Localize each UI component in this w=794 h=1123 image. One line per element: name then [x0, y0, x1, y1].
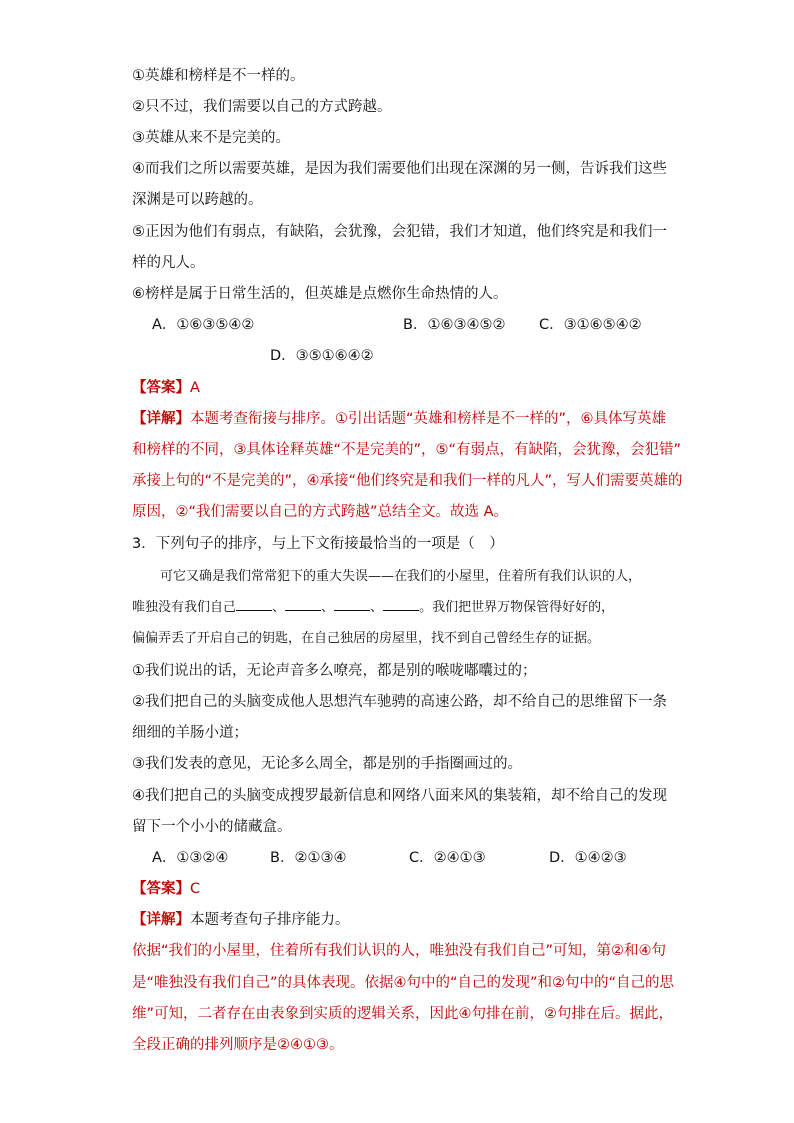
q3-passage-line-3: 偏偏弄丢了开启自己的钥匙，在自己独居的房屋里，找不到自己曾经生存的证据。	[132, 631, 601, 646]
q2-option-d: D．③⑤①⑥④②	[270, 348, 374, 364]
detail-text: 本题考查衔接与排序。①引出话题“英雄和榜样是不一样的”，⑥具体写英雄	[190, 411, 667, 427]
q3-sentence-4a: ④我们把自己的头脑变成搜罗最新信息和网络八面来风的集装箱，却不给自己的发现	[132, 788, 667, 804]
q2-sentence-2: ②只不过，我们需要以自己的方式跨越。	[132, 99, 392, 115]
q3-sentence-1: ①我们说出的话，无论声音多么嘹亮，都是别的喉咙嘟囔过的；	[132, 663, 537, 679]
q3-passage-line-1: 可它又确是我们常常犯下的重大失误——在我们的小屋里，住着所有我们认识的人，	[160, 569, 642, 584]
separator: 、	[272, 600, 286, 615]
separator: 、	[321, 600, 335, 615]
passage-text-b: 。我们把世界万物保管得好好的，	[419, 600, 615, 615]
q3-title: 3．下列句子的排序，与上下文衔接最恰当的一项是（ ）	[132, 536, 504, 552]
answer-value: C	[190, 881, 201, 897]
q3-option-d: D．①④②③	[549, 850, 627, 866]
q3-sentence-4b: 留下一个小小的储藏盒。	[132, 819, 292, 835]
q2-detail-line-3: 承接上句的“不是完美的”，④承接“他们终究是和我们一样的凡人”，写人们需要英雄的	[132, 473, 683, 489]
q3-option-c: C．②④①③	[409, 850, 486, 866]
detail-tag: 【详解】	[132, 411, 190, 427]
q2-sentence-3: ③英雄从来不是完美的。	[132, 130, 290, 146]
blank-4	[383, 598, 419, 611]
q2-sentence-6: ⑥榜样是属于日常生活的，但英雄是点燃你生命热情的人。	[132, 286, 508, 302]
q2-sentence-5a: ⑤正因为他们有弱点，有缺陷，会犹豫，会犯错，我们才知道，他们终究是和我们一	[132, 224, 667, 240]
q2-sentence-1: ①英雄和榜样是不一样的。	[132, 68, 305, 84]
q3-option-b: B．②①③④	[270, 850, 347, 866]
q3-detail-line-2: 是“唯独没有我们自己”的具体表现。依据④句中的“自己的发现”和②句中的“自己的思	[132, 975, 675, 991]
q3-detail-line-3: 维”可知，二者存在由表象到实质的逻辑关系，因此④句排在前，②句排在后。据此，	[132, 1006, 674, 1022]
blank-3	[334, 598, 370, 611]
q3-detail-line-4: 全段正确的排列顺序是②④①③。	[132, 1037, 344, 1053]
q2-detail-line-2: 和榜样的不同，③具体诠释英雄“不是完美的”，⑤“有弱点，有缺陷，会犹豫，会犯错”	[132, 442, 682, 458]
answer-tag: 【答案】	[132, 380, 190, 396]
q3-passage-line-2	[132, 598, 614, 618]
separator: 、	[370, 600, 384, 615]
answer-tag: 【答案】	[132, 881, 190, 897]
q2-option-b: B．①⑥③④⑤②	[403, 317, 506, 333]
q3-sentence-2b: 细细的羊肠小道；	[132, 725, 248, 741]
q2-detail-line-4: 原因，②“我们需要以自己的方式跨越”总结全文。故选 A。	[132, 504, 509, 520]
q3-option-a: A．①③②④	[152, 850, 229, 866]
q2-sentence-4a: ④而我们之所以需要英雄，是因为我们需要他们出现在深渊的另一侧，告诉我们这些	[132, 161, 667, 177]
q2-sentence-4b: 深渊是可以跨越的。	[132, 192, 263, 208]
blank-2	[285, 598, 321, 611]
q2-sentence-5b: 样的凡人。	[132, 255, 205, 271]
detail-text: 本题考查句子排序能力。	[190, 912, 350, 928]
q2-option-a: A．①⑥③⑤④②	[152, 317, 255, 333]
q2-option-c: C．③①⑥⑤④②	[539, 317, 642, 333]
passage-text-a: 唯独没有我们自己	[132, 600, 237, 615]
q3-detail-line-1: 依据“我们的小屋里，住着所有我们认识的人，唯独没有我们自己”可知，第②和④句	[132, 943, 667, 959]
answer-value: A	[190, 380, 200, 396]
blank-1	[236, 598, 272, 611]
q2-answer	[132, 378, 200, 398]
q2-detail-line-1	[132, 409, 666, 429]
q3-sentence-2a: ②我们把自己的头脑变成他人思想汽车驰骋的高速公路，却不给自己的思维留下一条	[132, 694, 667, 710]
q3-answer	[132, 879, 200, 899]
detail-tag: 【详解】	[132, 912, 190, 928]
q3-detail-line-0	[132, 910, 350, 930]
q3-sentence-3: ③我们发表的意见，无论多么周全，都是别的手指圈画过的。	[132, 756, 522, 772]
